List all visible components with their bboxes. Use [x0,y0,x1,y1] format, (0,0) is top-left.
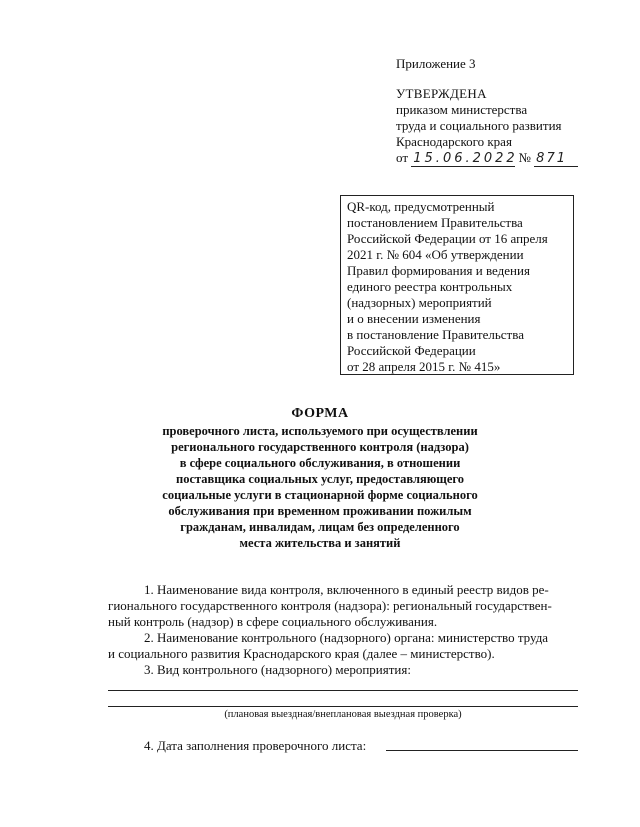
qr-box-line: QR-код, предусмотренный [347,199,495,214]
form-title-line: поставщика социальных услуг, предоставляющего [176,472,464,486]
approval-block [396,56,596,167]
item-2-paragraph [108,630,578,662]
item-2-line: 2. Наименование контрольного (надзорного) органа: министерство труда [144,630,549,645]
qr-box-line: 2021 г. № 604 «Об утверждении [347,247,524,262]
form-title-line: места жительства и занятий [239,536,401,550]
item-2-line: и социального развития Краснодарского края (далее – министерство). [108,646,495,661]
form-title-line: регионального государственного контроля (надзора) [171,440,469,454]
item-3-fill-line-2 [108,706,578,707]
appendix-label: Приложение 3 [396,56,476,71]
number-label: № [518,150,531,165]
form-title-line: гражданам, инвалидам, лицам без определенного [180,520,460,534]
form-title-line: социальные услуги в стационарной форме социального [162,488,478,502]
item-3-label: 3. Вид контрольного (надзорного) мероприятия: [144,662,411,677]
qr-box-line: (надзорных) мероприятий [347,295,492,310]
handwritten-number: 871 [534,152,578,167]
item-4-fill-line [386,750,578,751]
approval-line-2: труда и социального развития [396,118,562,133]
qr-box-line: постановлением Правительства [347,215,523,230]
form-title-line: обслуживания при временном проживании пожилым [168,504,472,518]
approval-line-3: Краснодарского края [396,134,512,149]
item-1-line: ный контроль (надзор) в сфере социального обслуживания. [108,614,438,629]
qr-box-line: от 28 апреля 2015 г. № 415» [347,359,501,374]
item-3-paragraph [108,662,578,678]
item-3-fill-line-1 [108,690,578,691]
qr-box-line: в постановление Правительства [347,327,524,342]
item-4-label: 4. Дата заполнения проверочного листа: [144,738,367,753]
form-title [120,423,520,551]
approval-date-row [396,150,596,167]
handwritten-date: 15.06.2022 [413,151,518,166]
approved-label: УТВЕРЖДЕНА [396,86,487,101]
qr-box-line: и о внесении изменения [347,311,481,326]
qr-box-line: Правил формирования и ведения [347,263,530,278]
form-title-line: в сфере социального обслуживания, в отношении [179,456,461,470]
date-prefix: от [396,150,409,165]
form-title-line: проверочного листа, используемого при осуществлении [162,424,478,438]
approval-line-1: приказом министерства [396,102,528,117]
qr-code-placeholder-box [340,195,574,375]
form-heading: ФОРМА [291,406,349,421]
item-1-line: гионального государственного контроля (надзора): региональный государствен- [108,598,552,613]
item-3-caption: (плановая выездная/внеплановая выездная проверка) [224,709,462,720]
qr-box-line: Российской Федерации [347,343,476,358]
item-1-paragraph [108,582,578,630]
qr-box-line: единого реестра контрольных [347,279,513,294]
qr-box-line: Российской Федерации от 16 апреля [347,231,548,246]
item-1-line: 1. Наименование вида контроля, включенного в единый реестр видов ре- [144,582,549,597]
